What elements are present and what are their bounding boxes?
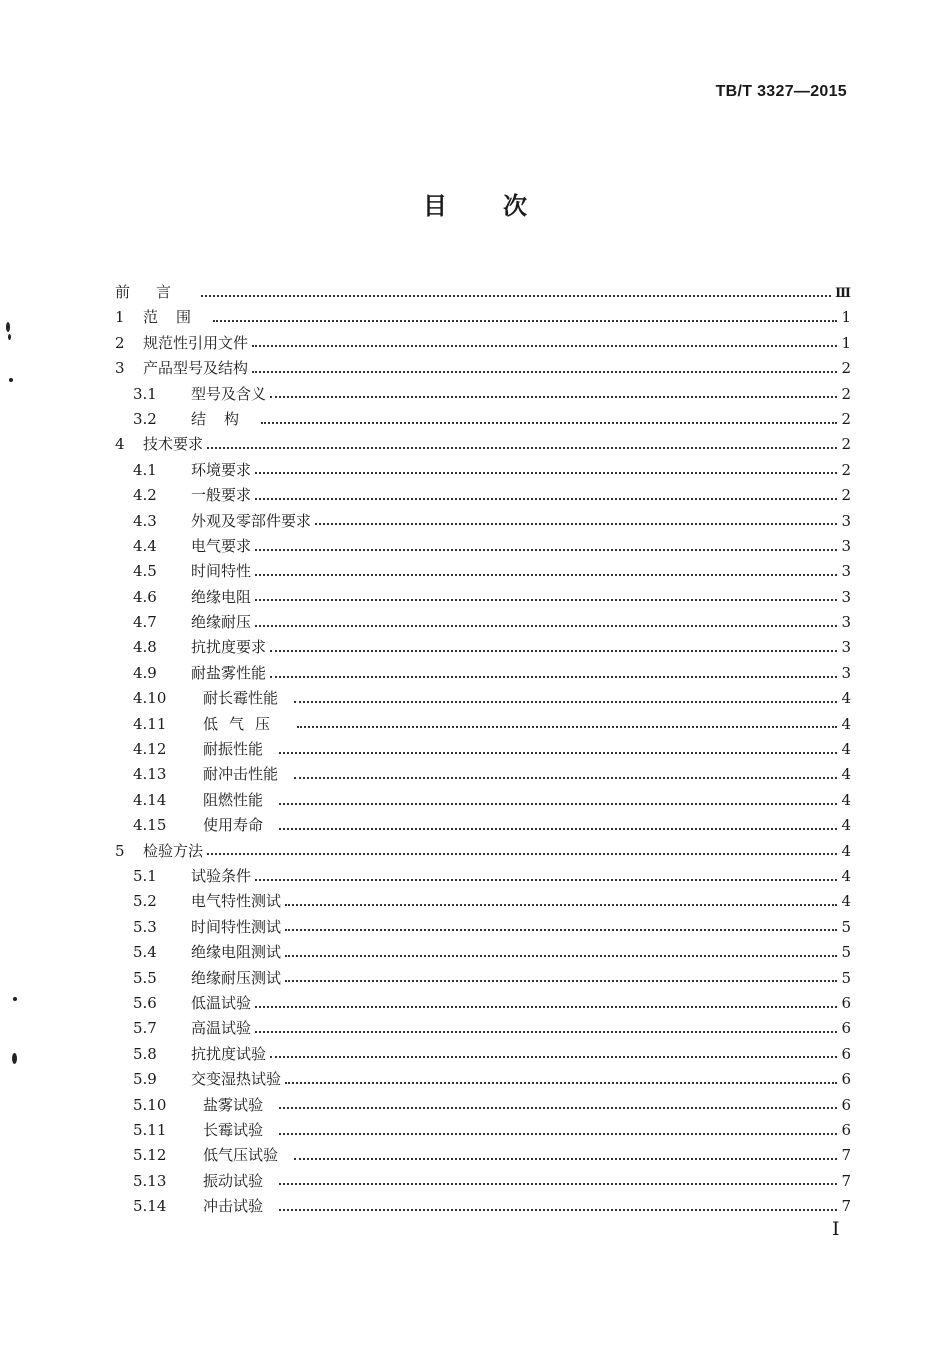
toc-entry-label: 结构 — [191, 409, 258, 428]
toc-entry-page: 5 — [841, 943, 851, 962]
toc-entry-label: 振动试验 — [203, 1171, 264, 1190]
toc-entry-number: 4.6 — [133, 587, 157, 606]
table-of-contents — [115, 280, 851, 1219]
toc-entry-number: 4.5 — [133, 562, 157, 581]
toc-entry-label: 电气特性测试 — [191, 892, 282, 911]
toc-entry-number: 5.2 — [133, 892, 157, 911]
toc-entry-page: 6 — [841, 1120, 851, 1139]
toc-entry-page: 4 — [841, 816, 851, 835]
toc-entry-page: 2 — [841, 409, 851, 428]
toc-entry[interactable] — [115, 280, 851, 305]
toc-entry-number: 4.15 — [133, 816, 167, 835]
toc-dot-leader — [279, 1133, 837, 1135]
toc-entry-number: 4.4 — [133, 536, 157, 555]
toc-entry-page: 2 — [841, 486, 851, 505]
toc-dot-leader — [294, 1158, 837, 1160]
toc-entry-page: 4 — [841, 714, 851, 733]
toc-dot-leader — [270, 650, 837, 652]
toc-entry-label: 范围 — [143, 308, 210, 327]
toc-dot-leader — [285, 904, 837, 906]
toc-entry[interactable] — [115, 483, 851, 508]
toc-dot-leader — [255, 1031, 837, 1033]
toc-dot-leader — [279, 803, 837, 805]
toc-entry[interactable] — [115, 1143, 851, 1168]
toc-entry-page: 2 — [841, 384, 851, 403]
toc-entry-page: 7 — [841, 1146, 851, 1165]
toc-entry[interactable] — [115, 1067, 851, 1092]
toc-entry-number: 5.7 — [133, 1019, 157, 1038]
toc-entry-label: 时间特性 — [191, 562, 252, 581]
toc-dot-leader — [270, 1056, 837, 1058]
toc-entry-page: 7 — [841, 1197, 851, 1216]
toc-dot-leader — [279, 1209, 837, 1211]
toc-entry-number: 5 — [115, 841, 125, 860]
toc-entry-label: 耐冲击性能 — [203, 765, 279, 784]
toc-entry-page: 6 — [841, 1044, 851, 1063]
toc-entry[interactable] — [115, 940, 851, 965]
toc-entry[interactable] — [115, 661, 851, 686]
toc-entry-number: 5.8 — [133, 1044, 157, 1063]
toc-entry-label: 前言 — [115, 283, 198, 301]
toc-entry-label: 型号及含义 — [191, 384, 267, 403]
toc-entry-number: 3 — [115, 359, 125, 378]
toc-entry-page: 3 — [841, 536, 851, 555]
toc-dot-leader — [255, 574, 837, 576]
toc-entry[interactable] — [115, 788, 851, 813]
toc-dot-leader — [285, 1082, 837, 1084]
toc-entry-page: 6 — [841, 1095, 851, 1114]
toc-entry-label: 绝缘耐压测试 — [191, 968, 282, 987]
toc-entry-label: 低气压试验 — [203, 1146, 279, 1165]
toc-entry-page: 4 — [841, 765, 851, 784]
toc-entry-label: 耐振性能 — [203, 740, 264, 759]
toc-entry-label: 检验方法 — [143, 841, 204, 860]
binding-hole-mark — [8, 334, 11, 340]
toc-dot-leader — [294, 777, 837, 779]
toc-entry-label: 长霉试验 — [203, 1120, 264, 1139]
toc-entry[interactable] — [115, 331, 851, 356]
toc-entry-page: 4 — [841, 892, 851, 911]
toc-dot-leader — [213, 320, 837, 322]
toc-entry-page: 5 — [841, 968, 851, 987]
toc-dot-leader — [207, 853, 837, 855]
toc-entry-page: 4 — [841, 841, 851, 860]
toc-entry-number: 5.6 — [133, 993, 157, 1012]
toc-entry-page: 4 — [841, 689, 851, 708]
toc-dot-leader — [252, 371, 837, 373]
toc-entry[interactable] — [115, 356, 851, 381]
toc-entry-number: 4.2 — [133, 486, 157, 505]
toc-entry[interactable] — [115, 610, 851, 635]
toc-entry-number: 4.12 — [133, 740, 167, 759]
toc-entry[interactable] — [115, 635, 851, 660]
toc-entry-number: 4.9 — [133, 663, 157, 682]
toc-entry-number: 1 — [115, 308, 125, 327]
toc-entry-number: 5.5 — [133, 968, 157, 987]
toc-entry[interactable] — [115, 1169, 851, 1194]
toc-dot-leader — [279, 752, 837, 754]
toc-dot-leader — [201, 295, 831, 297]
toc-dot-leader — [279, 828, 837, 830]
toc-dot-leader — [285, 929, 837, 931]
toc-entry-page: 6 — [841, 1070, 851, 1089]
binding-hole-mark — [12, 1053, 17, 1064]
toc-entry[interactable] — [115, 839, 851, 864]
document-code: TB/T 3327—2015 — [715, 83, 847, 100]
toc-entry[interactable] — [115, 1042, 851, 1067]
toc-dot-leader — [261, 422, 837, 424]
toc-entry-number: 4.8 — [133, 638, 157, 657]
page-number: I — [832, 1218, 840, 1240]
toc-entry-label: 阻燃性能 — [203, 790, 264, 809]
toc-dot-leader — [255, 549, 837, 551]
toc-entry-number: 5.10 — [133, 1095, 167, 1114]
toc-dot-leader — [255, 498, 837, 500]
toc-dot-leader — [279, 1107, 837, 1109]
toc-entry-page: 6 — [841, 1019, 851, 1038]
toc-entry-label: 低温试验 — [191, 993, 252, 1012]
toc-entry-number: 3.1 — [133, 384, 157, 403]
toc-entry-label: 抗扰度要求 — [191, 638, 267, 657]
toc-entry[interactable] — [115, 1093, 851, 1118]
toc-entry-number: 5.13 — [133, 1171, 167, 1190]
toc-entry-label: 规范性引用文件 — [143, 333, 249, 352]
toc-entry-label: 交变湿热试验 — [191, 1070, 282, 1089]
toc-entry[interactable] — [115, 509, 851, 534]
toc-entry-number: 4.11 — [133, 714, 167, 733]
toc-entry-label: 产品型号及结构 — [143, 359, 249, 378]
toc-entry[interactable] — [115, 305, 851, 330]
toc-entry-label: 冲击试验 — [203, 1197, 264, 1216]
toc-entry-page: 5 — [841, 917, 851, 936]
toc-entry[interactable] — [115, 889, 851, 914]
toc-dot-leader — [315, 523, 837, 525]
toc-entry-page: 3 — [841, 663, 851, 682]
page-title: 目次 — [423, 191, 583, 220]
toc-entry-label: 绝缘耐压 — [191, 613, 252, 632]
toc-entry[interactable] — [115, 432, 851, 457]
toc-entry-page: 3 — [841, 613, 851, 632]
toc-entry[interactable] — [115, 534, 851, 559]
toc-dot-leader — [270, 676, 837, 678]
toc-dot-leader — [255, 1006, 837, 1008]
toc-entry-label: 技术要求 — [143, 435, 204, 454]
toc-entry[interactable] — [115, 382, 851, 407]
toc-entry-label: 使用寿命 — [203, 816, 264, 835]
toc-entry-number: 5.12 — [133, 1146, 167, 1165]
toc-entry-page: 4 — [841, 866, 851, 885]
toc-entry-label: 绝缘电阻 — [191, 587, 252, 606]
toc-entry-page: 2 — [841, 460, 851, 479]
toc-entry[interactable] — [115, 864, 851, 889]
toc-entry[interactable] — [115, 458, 851, 483]
toc-entry-page: 4 — [841, 790, 851, 809]
toc-entry-label: 时间特性测试 — [191, 917, 282, 936]
toc-entry-number: 4.13 — [133, 765, 167, 784]
toc-entry-label: 盐雾试验 — [203, 1095, 264, 1114]
toc-entry[interactable] — [115, 737, 851, 762]
toc-entry-page: 7 — [841, 1171, 851, 1190]
toc-entry-number: 5.14 — [133, 1197, 167, 1216]
toc-entry-label: 绝缘电阻测试 — [191, 943, 282, 962]
toc-entry-page: Ⅲ — [835, 286, 851, 301]
toc-dot-leader — [255, 599, 837, 601]
toc-dot-leader — [297, 726, 837, 728]
toc-entry-number: 4.1 — [133, 460, 157, 479]
toc-entry[interactable] — [115, 559, 851, 584]
toc-entry-page: 1 — [841, 308, 851, 327]
toc-entry-page: 6 — [841, 993, 851, 1012]
toc-entry-label: 抗扰度试验 — [191, 1044, 267, 1063]
toc-entry-label: 耐盐雾性能 — [191, 663, 267, 682]
toc-dot-leader — [285, 980, 837, 982]
toc-entry[interactable] — [115, 915, 851, 940]
toc-entry[interactable] — [115, 407, 851, 432]
toc-entry-label: 一般要求 — [191, 486, 252, 505]
toc-entry-label: 试验条件 — [191, 866, 252, 885]
toc-entry-number: 3.2 — [133, 409, 157, 428]
toc-entry-page: 4 — [841, 740, 851, 759]
toc-entry-label: 环境要求 — [191, 460, 252, 479]
toc-entry[interactable] — [115, 1118, 851, 1143]
toc-entry-number: 4.14 — [133, 790, 167, 809]
toc-entry[interactable] — [115, 712, 851, 737]
toc-entry-page: 3 — [841, 562, 851, 581]
toc-entry-page: 3 — [841, 638, 851, 657]
binding-hole-mark — [9, 378, 13, 382]
toc-entry-number: 4.7 — [133, 613, 157, 632]
toc-entry-label: 外观及零部件要求 — [191, 511, 312, 530]
toc-entry[interactable] — [115, 585, 851, 610]
toc-dot-leader — [270, 396, 837, 398]
toc-entry-number: 5.1 — [133, 866, 157, 885]
toc-dot-leader — [255, 625, 837, 627]
toc-entry-number: 5.3 — [133, 917, 157, 936]
toc-entry-label: 高温试验 — [191, 1019, 252, 1038]
toc-entry-page: 3 — [841, 587, 851, 606]
toc-entry[interactable] — [115, 966, 851, 991]
toc-entry-number: 4.10 — [133, 689, 167, 708]
toc-entry[interactable] — [115, 686, 851, 711]
toc-dot-leader — [252, 345, 837, 347]
binding-hole-mark — [6, 322, 10, 332]
toc-dot-leader — [294, 701, 837, 703]
binding-hole-mark — [13, 997, 17, 1001]
toc-entry-page: 3 — [841, 511, 851, 530]
toc-entry[interactable] — [115, 991, 851, 1016]
toc-entry-page: 1 — [841, 333, 851, 352]
toc-dot-leader — [255, 472, 837, 474]
toc-entry-page: 2 — [841, 359, 851, 378]
toc-entry[interactable] — [115, 762, 851, 787]
toc-entry[interactable] — [115, 1194, 851, 1219]
toc-entry-label: 低气压 — [203, 714, 282, 733]
toc-dot-leader — [285, 955, 837, 957]
toc-entry-label: 耐长霉性能 — [203, 689, 279, 708]
toc-entry-number: 5.4 — [133, 943, 157, 962]
toc-entry-number: 4 — [115, 435, 125, 454]
toc-entry[interactable] — [115, 1016, 851, 1041]
toc-dot-leader — [255, 879, 837, 881]
toc-dot-leader — [279, 1183, 837, 1185]
toc-entry-page: 2 — [841, 435, 851, 454]
toc-entry-number: 4.3 — [133, 511, 157, 530]
toc-entry-label: 电气要求 — [191, 536, 252, 555]
toc-entry-number: 2 — [115, 333, 125, 352]
toc-dot-leader — [207, 447, 837, 449]
toc-entry-number: 5.9 — [133, 1070, 157, 1089]
toc-entry[interactable] — [115, 813, 851, 838]
toc-entry-number: 5.11 — [133, 1120, 167, 1139]
